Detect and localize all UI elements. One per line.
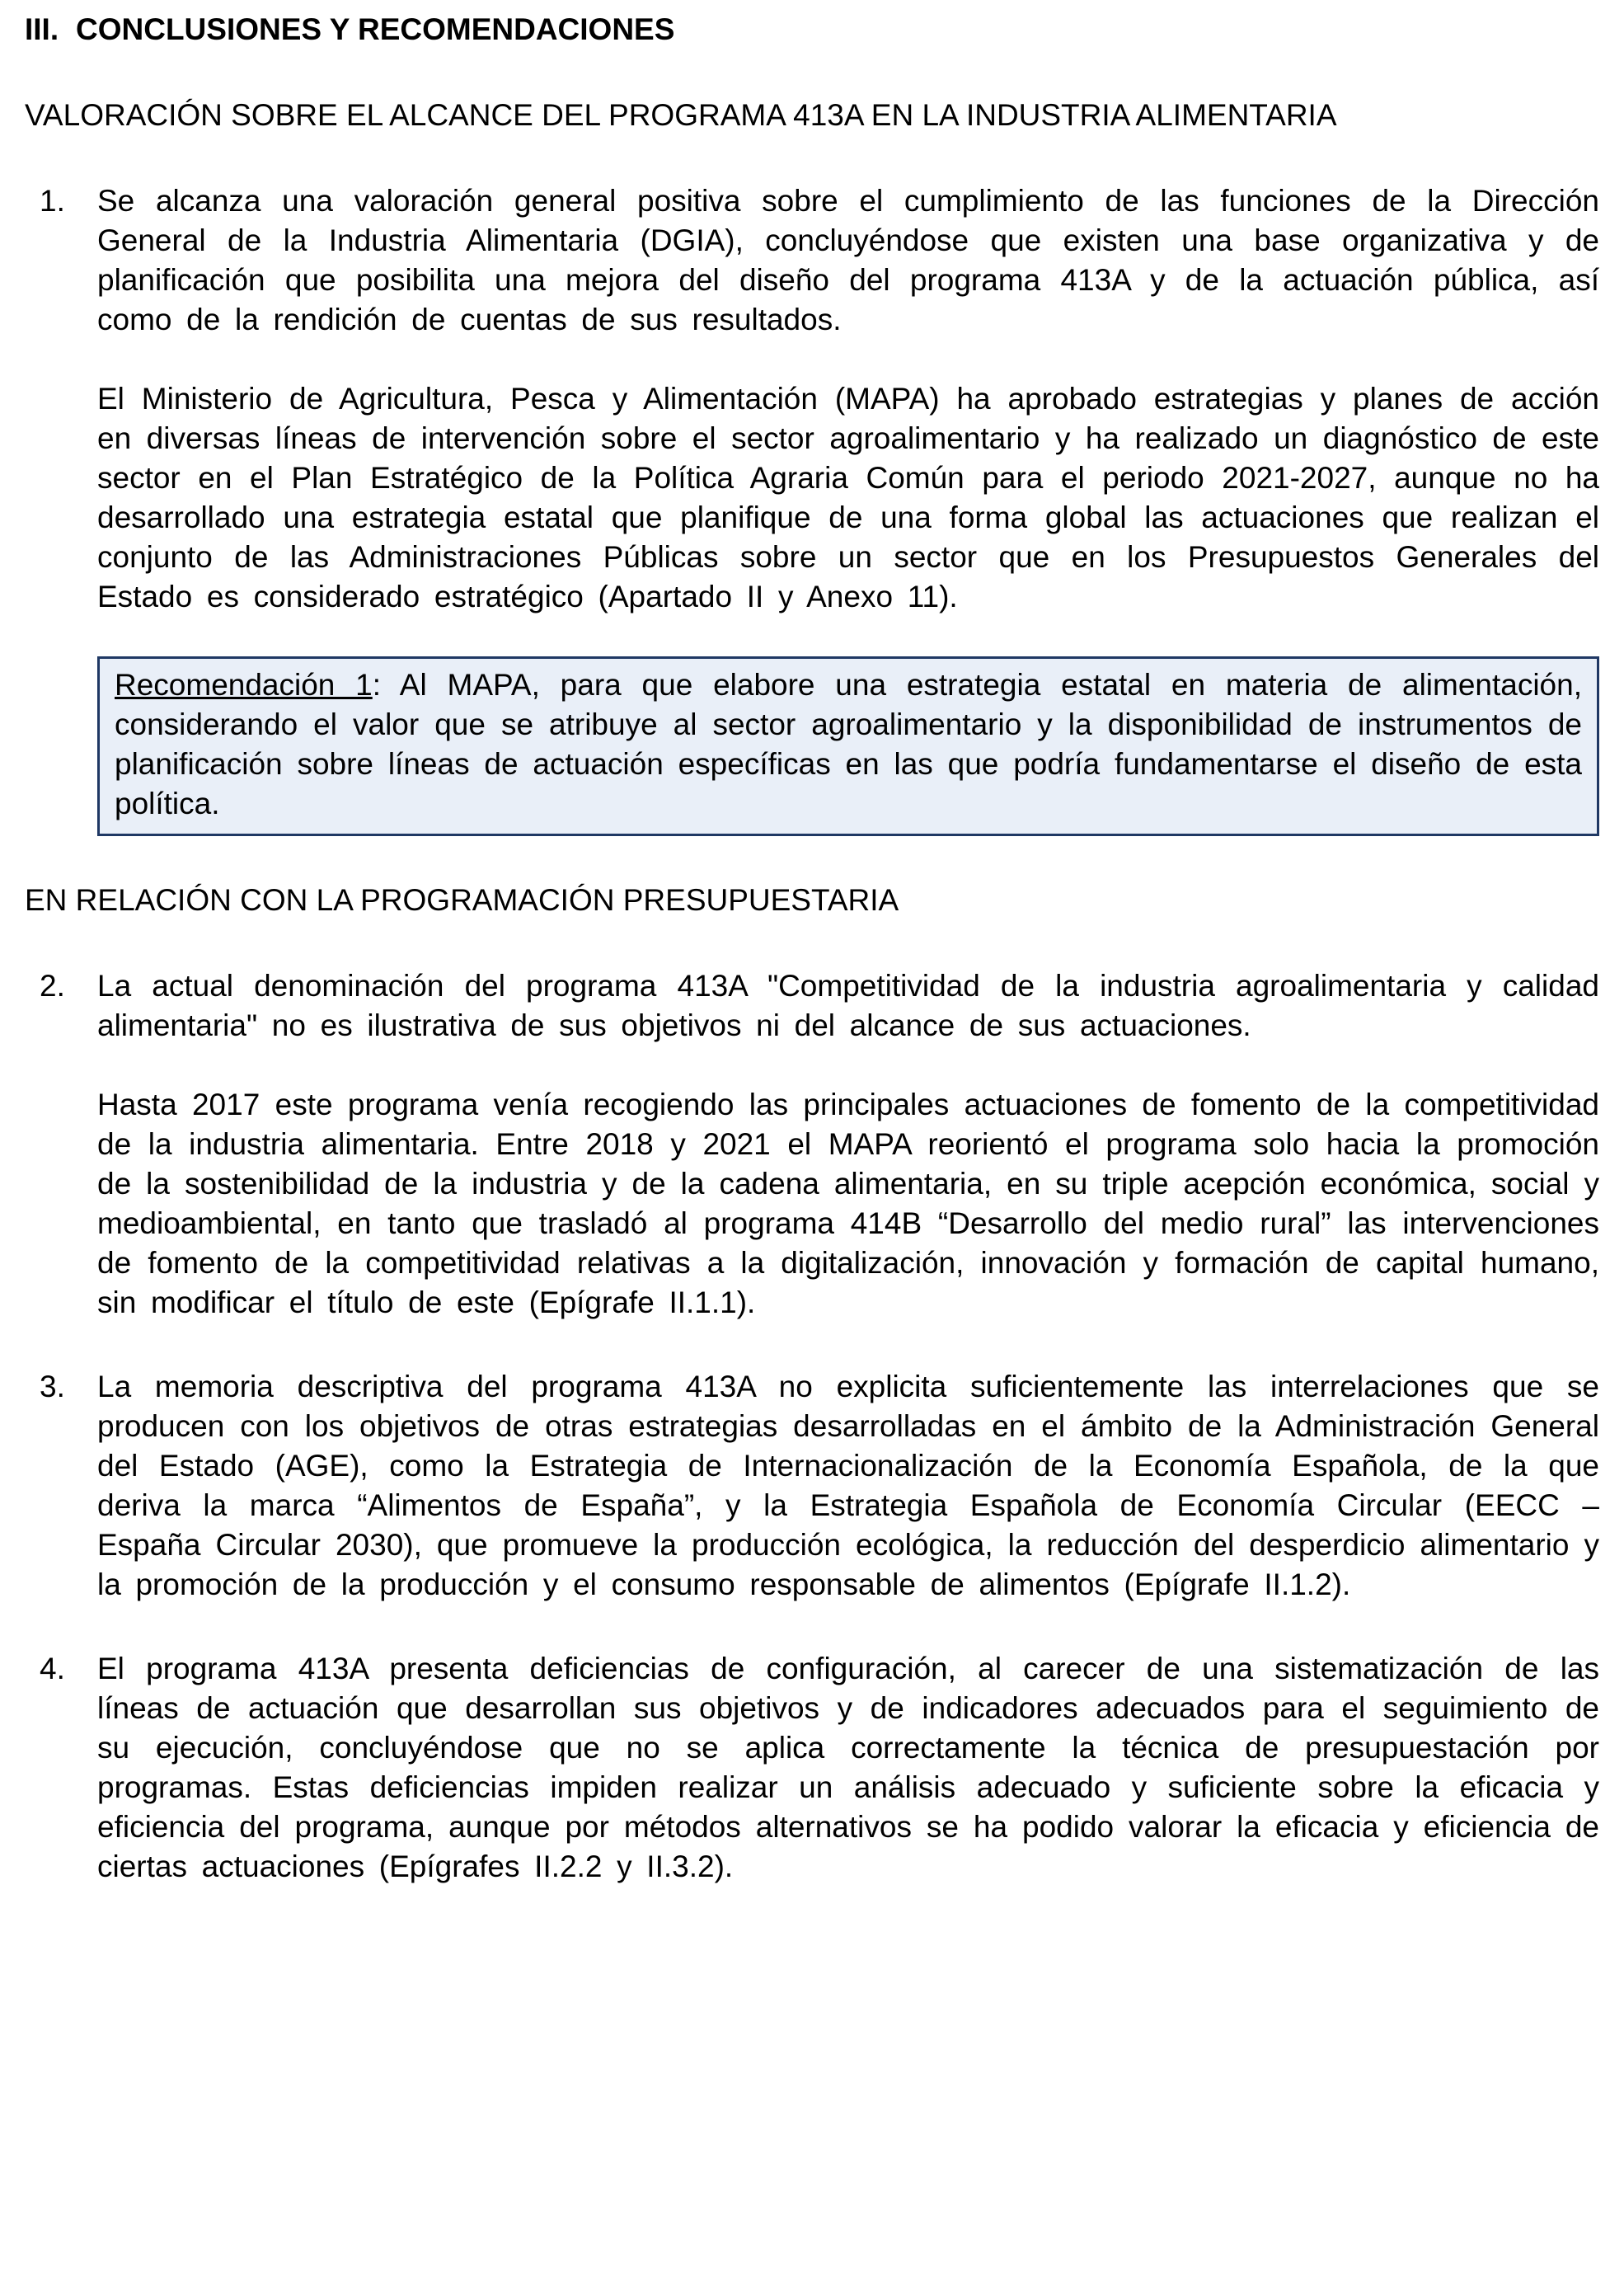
conclusion-item-1 [25,181,1599,836]
recommendation-text: : Al MAPA, para que elabore una estrategia estatal en materia de alimentación, considerando el valor que se atribuye al sector agroalimentario y la disponibilidad de instrumentos de planificación sobre líneas de actuación específicas en las que podría fundamentarse el diseño de esta política. [115,668,1582,820]
chapter-number: III. [25,12,59,46]
item-number: 3. [40,1370,65,1403]
chapter-heading [25,10,1599,49]
conclusion-item-3 [25,1367,1599,1605]
item-paragraph: La memoria descriptiva del programa 413A no explicita suficientemente las interrelaciones que se producen con los objetivos de otras estrategias desarrolladas en el ámbito de la Administración General del Estado (AGE), como la Estrategia de Internacionalización de la Economía Española, de la que deriva la marca “Alimentos de España”, y la Estrategia Española de Economía Circular (EECC – España Circular 2030), que promueve la producción ecológica, la reducción del desperdicio alimentario y la promoción de la producción y el consumo responsable de alimentos (Epígrafe II.1.2). [97,1370,1599,1601]
item-body [97,1367,1599,1605]
section-title-programacion: EN RELACIÓN CON LA PROGRAMACIÓN PRESUPUESTARIA [25,883,899,917]
recommendation-label: Recomendación 1 [115,668,373,702]
item-paragraph: Se alcanza una valoración general positiva sobre el cumplimiento de las funciones de la Dirección General de la Industria Alimentaria (DGIA), concluyéndose que existen una base organizativa y de planificación que posibilita una mejora del diseño del programa 413A y de la actuación pública, así como de la rendición de cuentas de sus resultados. [97,184,1599,336]
section-title-valoracion: VALORACIÓN SOBRE EL ALCANCE DEL PROGRAMA 413A EN LA INDUSTRIA ALIMENTARIA [25,98,1337,132]
item-body [97,181,1599,836]
item-paragraph: Hasta 2017 este programa venía recogiendo las principales actuaciones de fomento de la competitividad de la industria alimentaria. Entre 2018 y 2021 el MAPA reorientó el programa solo hacia la promoción de la sostenibilidad de la industria y de la cadena alimentaria, en su triple acepción económica, social y medioambiental, en tanto que trasladó al programa 414B “Desarrollo del medio rural” las intervenciones de fomento de la competitividad relativas a la digitalización, innovación y formación de capital humano, sin modificar el título de este (Epígrafe II.1.1). [97,1088,1599,1319]
item-number: 2. [40,969,65,1003]
conclusion-item-2 [25,966,1599,1323]
item-paragraph: La actual denominación del programa 413A "Competitividad de la industria agroalimentaria y calidad alimentaria" no es ilustrativa de sus objetivos ni del alcance de sus actuaciones. [97,969,1599,1042]
item-paragraph: El Ministerio de Agricultura, Pesca y Alimentación (MAPA) ha aprobado estrategias y planes de acción en diversas líneas de intervención sobre el sector agroalimentario y ha realizado un diagnóstico de este sector en el Plan Estratégico de la Política Agraria Común para el periodo 2021-2027, aunque no ha desarrollado una estrategia estatal que planifique de una forma global las actuaciones que realizan el conjunto de las Administraciones Públicas sobre un sector que en los Presupuestos Generales del Estado es considerado estratégico (Apartado II y Anexo 11). [97,382,1599,613]
item-body [97,966,1599,1323]
item-number: 1. [40,184,65,218]
chapter-title: CONCLUSIONES Y RECOMENDACIONES [76,12,675,46]
recommendation-box-1 [97,656,1599,836]
item-body [97,1649,1599,1887]
item-paragraph: El programa 413A presenta deficiencias de configuración, al carecer de una sistematización de las líneas de actuación que desarrollan sus objetivos y de indicadores adecuados para el seguimiento de su ejecución, concluyéndose que no se aplica correctamente la técnica de presupuestación por programas. Estas deficiencias impiden realizar un análisis adecuado y suficiente sobre la eficacia y eficiencia del programa, aunque por métodos alternativos se ha podido valorar la eficacia y eficiencia de ciertas actuaciones (Epígrafes II.2.2 y II.3.2). [97,1652,1599,1883]
conclusion-item-4 [25,1649,1599,1887]
item-number: 4. [40,1652,65,1685]
